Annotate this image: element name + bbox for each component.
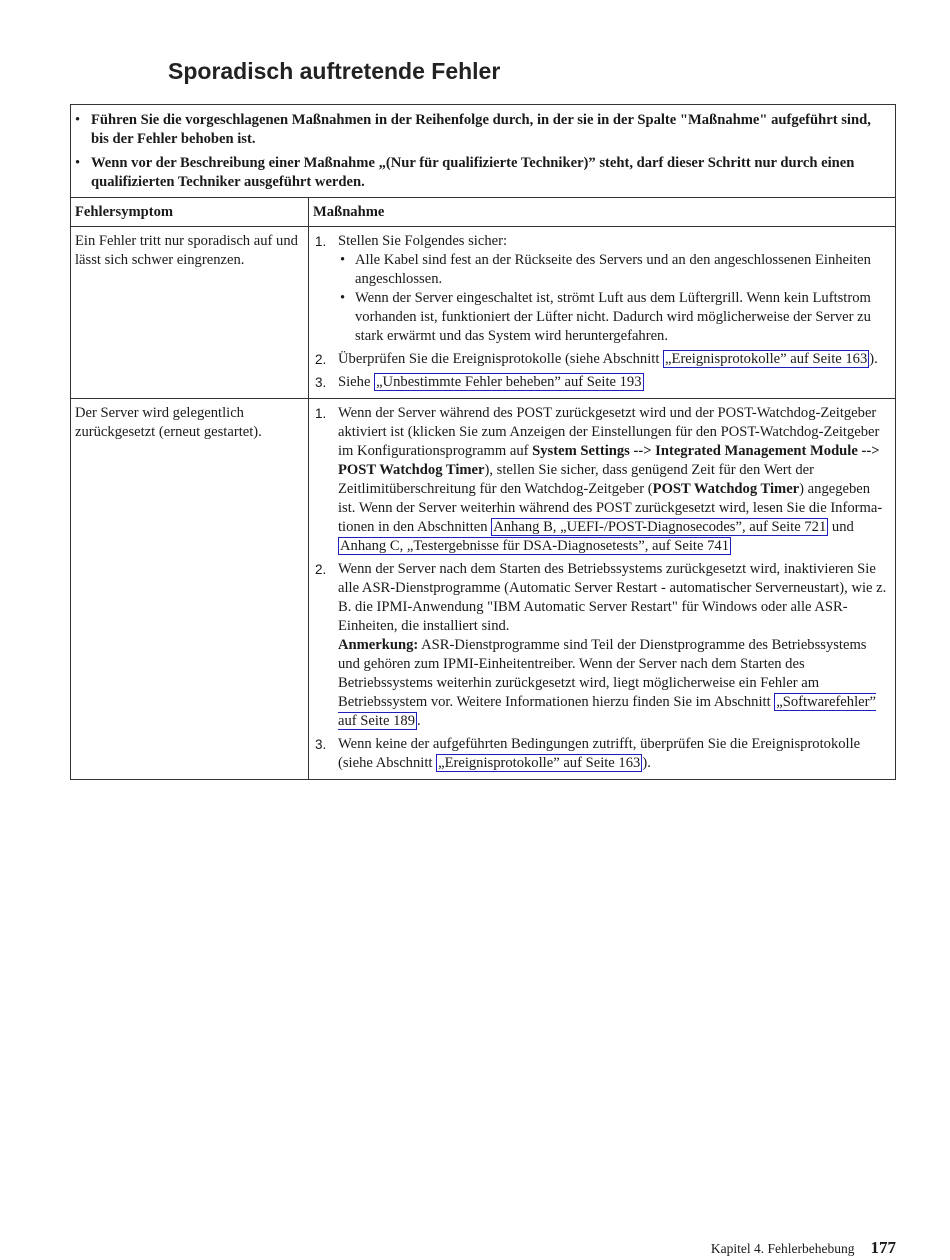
action-cell xyxy=(309,399,896,780)
step-number: 2. xyxy=(315,352,327,367)
table-row xyxy=(71,399,896,780)
step-number: 3. xyxy=(315,737,327,752)
notes-row xyxy=(71,105,896,198)
troubleshooting-table xyxy=(70,104,896,780)
header-action: Maßnahme xyxy=(309,198,896,227)
step-number: 3. xyxy=(315,375,327,390)
event-log-link[interactable]: „Ereignisprotokolle” auf Seite 163 xyxy=(438,755,641,771)
sub-list xyxy=(338,251,891,346)
chapter-label: Kapitel 4. Fehlerbehebung xyxy=(710,1241,855,1256)
header-symptom: Fehlersymptom xyxy=(71,198,309,227)
header-row xyxy=(71,198,896,227)
note-label: Anmerkung: xyxy=(338,637,419,653)
software-errors-link[interactable]: „Softwarefehler” auf Seite 189 xyxy=(338,694,876,729)
setting-name: POST Watchdog Timer xyxy=(652,481,800,497)
step-item xyxy=(315,373,891,392)
step-text: Wenn keine der aufgeführten Bedingungen zutrifft, überprüfen Sie die Ereignisprotokolle (siehe Abschnitt xyxy=(338,736,861,771)
step-text: ). xyxy=(642,755,651,771)
step-item xyxy=(315,560,891,731)
notes-list xyxy=(75,111,887,192)
symptom-cell: Ein Fehler tritt nur sporadisch auf und lässt sich schwer eingrenzen. xyxy=(71,227,309,399)
step-text: und xyxy=(828,519,854,535)
step-text: ASR-Dienstprogramme sind Teil der Dienstprogramme des Betriebssystems und gehören zum IPMI-Einheitentreiber. Wenn der Server nach dem Starten des Betriebssystems weiterhin zurückgesetzt wird, liegt möglicherweise ein Fehler am Betriebssystem vor. Weitere Informationen hierzu finden Sie im Abschnitt xyxy=(338,637,867,710)
undetermined-errors-link[interactable]: „Unbestimmte Fehler beheben” auf Seite 193 xyxy=(376,374,642,390)
action-cell xyxy=(309,227,896,399)
step-item xyxy=(315,232,891,346)
note-item: • Wenn vor der Beschreibung einer Maßnahme „(Nur für qualifizierte Techniker)” steht, darf dieser Schritt nur durch einen qualifizierten Techniker ausgeführt werden. xyxy=(75,154,887,192)
appendix-c-link[interactable]: Anhang C, „Testergebnisse für DSA-Diagnosetests”, auf Seite 741 xyxy=(340,538,730,554)
page-title: Sporadisch auftretende Fehler xyxy=(168,58,501,84)
step-text: ), stellen Sie sicher, dass genügend Zeit für den Wert der Zeitlimitüberschreitung für den Watchdog-Zeitgeber ( xyxy=(338,462,814,497)
step-item xyxy=(315,350,891,369)
table-row xyxy=(71,227,896,399)
step-list xyxy=(315,232,891,392)
sub-item: • Wenn der Server eingeschaltet ist, strömt Luft aus dem Lüftergrill. Wenn kein Luftstrom vorhanden ist, funktioniert der Lüfter nicht. Dadurch wird möglicherweise der Server zu stark erwärmt und das System wird heruntergefahren. xyxy=(338,289,891,346)
step-text: Wenn der Server während des POST zurückgesetzt wird und der POST-Watchdog-Zeitgeber aktiviert ist (klicken Sie zum Anzeigen der Einstellungen für den POST-Watchdog-Zeitgeber im Konfigurationsprogramm auf xyxy=(338,405,880,459)
step-text: ). xyxy=(869,351,878,367)
step-number: 1. xyxy=(315,234,327,249)
step-number: 2. xyxy=(315,562,327,577)
step-item xyxy=(315,404,891,556)
step-text: Stellen Sie Folgendes sicher: xyxy=(338,233,508,249)
step-text: Wenn der Server nach dem Starten des Betriebssystems zurückgesetzt wird, inaktivieren Sie alle ASR-Dienstprogramme (Automatic Server Restart - automatischer Serverneustart), wie z. B. die IPMI-Anwendung "IBM Automatic Server Restart" für Windows oder alle ASR-Einheiten, die installiert sind. xyxy=(338,561,887,634)
note-item: • Führen Sie die vorgeschlagenen Maßnahmen in der Reihenfolge durch, in der sie in der Spalte "Maßnahme" aufgeführt sind, bis der Fehler behoben ist. xyxy=(75,111,887,149)
step-text: Siehe xyxy=(338,374,375,390)
step-list xyxy=(315,404,891,773)
page-number: 177 xyxy=(870,1238,896,1257)
menu-path: System Settings --> Integrated Management Module --> POST Watchdog Timer xyxy=(338,443,880,478)
step-item xyxy=(315,735,891,773)
symptom-cell: Der Server wird gelegentlich zurückgesetzt (erneut gestartet). xyxy=(71,399,309,780)
step-text: ) angegeben ist. Wenn der Server weiterhin während des POST zurückgesetzt wird, lesen Sie die Informationen in den Abschnitten xyxy=(338,481,883,535)
event-log-link[interactable]: „Ereignisprotokolle” auf Seite 163 xyxy=(665,351,868,367)
step-text: . xyxy=(417,713,421,729)
appendix-b-link[interactable]: Anhang B, „UEFI-/POST-Diagnosecodes”, auf Seite 721 xyxy=(493,519,827,535)
page-footer xyxy=(711,1238,896,1258)
sub-item: • Alle Kabel sind fest an der Rückseite des Servers und an den angeschlossenen Einheiten angeschlossen. xyxy=(338,251,891,289)
step-text: Überprüfen Sie die Ereignisprotokolle (siehe Abschnitt xyxy=(338,351,664,367)
step-number: 1. xyxy=(315,406,327,421)
notes-cell xyxy=(71,105,896,198)
